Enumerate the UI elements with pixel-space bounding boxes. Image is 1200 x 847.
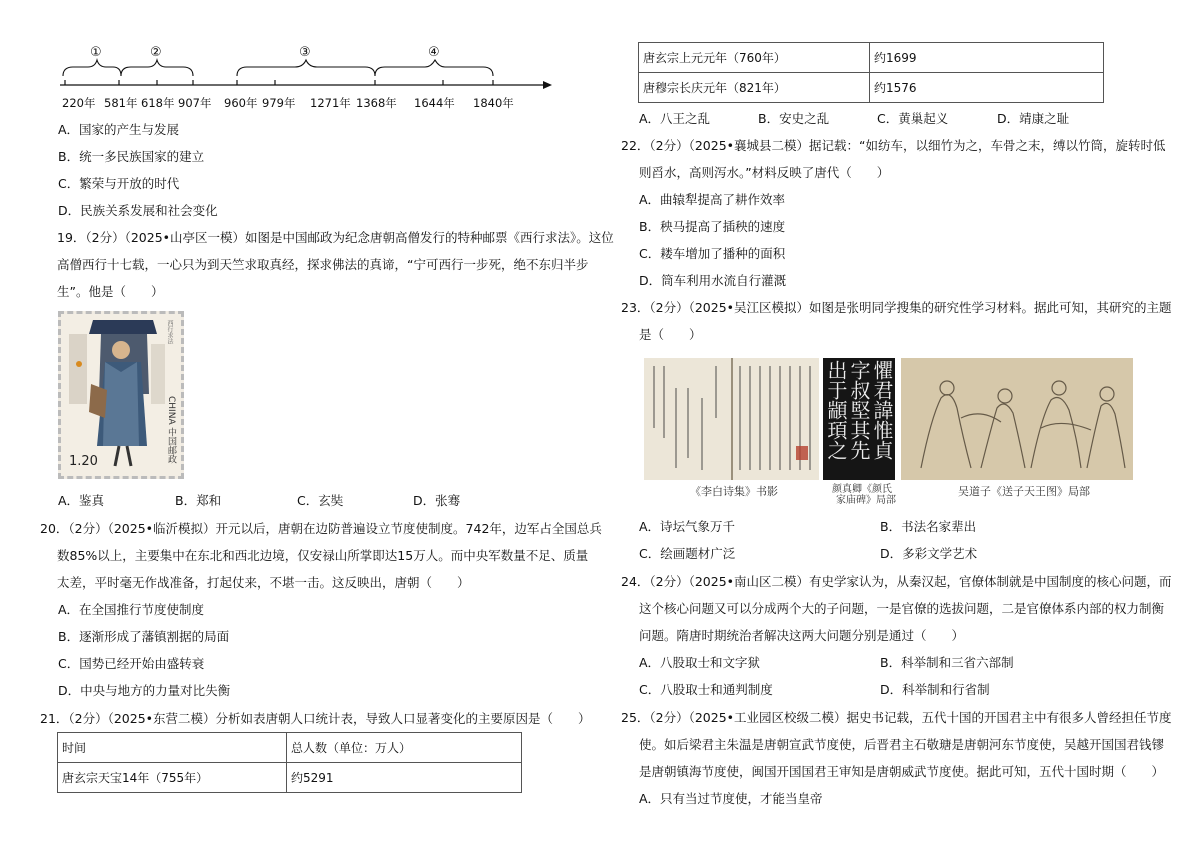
q20-option-d: D．中央与地方的力量对比失衡 (58, 683, 231, 698)
q24-option-d: D．科举制和行省制 (880, 682, 990, 697)
q19-option-d: D．张骞 (413, 493, 461, 508)
q21-option-c: C．黄巢起义 (877, 111, 949, 126)
table-row (58, 733, 522, 763)
q24-stem-line: 这个核心问题又可以分成两个大的子问题，一是官僚的选拔问题，二是官僚体系内部的权力制衡 (639, 601, 1165, 616)
timeline-year: 581年 (104, 96, 138, 110)
timeline-year: 220年 (62, 96, 96, 110)
q18-option-a: A．国家的产生与发展 (58, 122, 180, 137)
calligraphy-column: 懼君諱惟貞 (870, 360, 894, 460)
q20-stem-line: 20．（2分）（2025•临沂模拟）开元以后，唐朝在边防普遍设立节度使制度。742年，边军占全国总兵 (40, 521, 602, 536)
table-cell: 总人数（单位：万人） (287, 733, 522, 763)
q23-option-a: A．诗坛气象万千 (639, 519, 736, 534)
q20-option-a: A．在全国推行节度使制度 (58, 602, 205, 617)
q19-option-a: A．鉴真 (58, 493, 105, 508)
q23-stem-line: 是（ ） (639, 327, 702, 342)
timeline-marker-3: ③ (299, 45, 311, 60)
monk-figure-icon (61, 314, 181, 476)
caption-book: 《李白诗集》书影 (690, 485, 778, 498)
table-row (58, 763, 522, 793)
q21-option-d: D．靖康之耻 (997, 111, 1070, 126)
q18-option-b: B．统一多民族国家的建立 (58, 149, 205, 164)
table-cell: 唐穆宗长庆元年（821年） (639, 73, 870, 103)
calligraphy-image (823, 358, 895, 480)
table-row (639, 73, 1104, 103)
timeline-marker-2: ② (150, 45, 162, 60)
timeline-marker-4: ④ (428, 45, 440, 60)
q21-option-b: B．安史之乱 (758, 111, 830, 126)
q21-stem-line: 21．（2分）（2025•东营二模）分析如表唐朝人口统计表，导致人口显著变化的主要原因是（ ） (40, 711, 591, 726)
q22-option-a: A．曲辕犁提高了耕作效率 (639, 192, 786, 207)
table-cell: 约1699 (870, 43, 1104, 73)
caption-calligraphy-2: 家庙碑》局部 (836, 495, 896, 506)
q19-stem-line: 19．（2分）（2025•山亭区一模）如图是中国邮政为纪念唐朝高僧发行的特种邮票《西行求法》。这位 (57, 230, 614, 245)
q18-option-d: D．民族关系发展和社会变化 (58, 203, 218, 218)
stamp-series-label: 西行求法 (166, 320, 173, 344)
timeline-marker-1: ① (90, 45, 102, 60)
caption-painting: 吴道子《送子天王图》局部 (958, 485, 1090, 498)
q20-option-b: B．逐渐形成了藩镇割据的局面 (58, 629, 230, 644)
q19-option-c: C．玄奘 (297, 493, 344, 508)
q22-stem-line: 则舀水，高则泻水。”材料反映了唐代（ ） (639, 165, 890, 180)
table-cell: 约1576 (870, 73, 1104, 103)
q19-option-b: B．郑和 (175, 493, 222, 508)
timeline-year: 1644年 (414, 96, 455, 110)
q20-stem-line: 太差，平时毫无作战准备，打起仗来，不堪一击。这反映出，唐朝（ ） (57, 575, 470, 590)
q23-option-b: B．书法名家辈出 (880, 519, 977, 534)
stamp-brand: CHINA 中国邮政 (166, 396, 176, 464)
stamp-value: 1.20 (69, 454, 98, 469)
table-cell: 约5291 (287, 763, 522, 793)
timeline-year: 618年 (141, 96, 175, 110)
calligraphy-column: 出于顓頊之 (824, 360, 848, 460)
q24-stem-line: 问题。隋唐时期统治者解决这两大问题分别是通过（ ） (639, 628, 965, 643)
table-row (639, 43, 1104, 73)
q25-stem-line: 25．（2分）（2025•工业园区校级二模）据史书记载，五代十国的开国君主中有很多人曾经担任节度 (621, 710, 1172, 725)
timeline-year: 907年 (178, 96, 212, 110)
timeline-year: 1368年 (356, 96, 397, 110)
li-bai-book-image (644, 358, 819, 480)
q22-option-b: B．秧马提高了插秧的速度 (639, 219, 786, 234)
q23-option-d: D．多彩文学艺术 (880, 546, 978, 561)
q21-option-a: A．八王之乱 (639, 111, 711, 126)
q20-option-c: C．国势已经开始由盛转衰 (58, 656, 205, 671)
q24-option-c: C．八股取士和通判制度 (639, 682, 773, 697)
timeline-year: 1840年 (473, 96, 514, 110)
timeline-year: 1271年 (310, 96, 351, 110)
q24-stem-line: 24．（2分）（2025•南山区二模）有史学家认为，从秦汉起，官僚体制就是中国制度的核心问题，而 (621, 574, 1172, 589)
calligraphy-column: 字叔堅其先 (847, 360, 871, 460)
q23-option-c: C．绘画题材广泛 (639, 546, 736, 561)
q19-stem-line: 生”。他是（ ） (57, 284, 164, 299)
table-cell: 时间 (58, 733, 287, 763)
q22-option-c: C．耧车增加了播种的面积 (639, 246, 786, 261)
q25-stem-line: 是唐朝镇海节度使，闽国开国国君王审知是唐朝威武节度使。据此可知，五代十国时期（ ） (639, 764, 1165, 779)
timeline-year: 979年 (262, 96, 296, 110)
population-table-part1 (57, 732, 522, 793)
q20-stem-line: 数85%以上，主要集中在东北和西北边境，仅安禄山所掌即达15万人。而中央军数量不足、质量 (57, 548, 589, 563)
q24-option-a: A．八股取士和文字狱 (639, 655, 761, 670)
table-cell: 唐玄宗天宝14年（755年） (58, 763, 287, 793)
q25-option-a: A．只有当过节度使，才能当皇帝 (639, 791, 823, 806)
stamp-image (58, 311, 184, 479)
timeline-year: 960年 (224, 96, 258, 110)
q25-stem-line: 使。如后梁君主朱温是唐朝宣武节度使，后晋君主石敬瑭是唐朝河东节度使，吴越开国国君钱镠 (639, 737, 1165, 752)
q22-stem-line: 22．（2分）（2025•襄城县二模）据记载：“如纺车，以细竹为之，车骨之末，缚以竹筒，旋转时低 (621, 138, 1166, 153)
painting-image (901, 358, 1133, 480)
table-cell: 唐玄宗上元元年（760年） (639, 43, 870, 73)
q23-stem-line: 23．（2分）（2025•吴江区模拟）如图是张明同学搜集的研究性学习材料。据此可知，其研究的主题 (621, 300, 1172, 315)
q22-option-d: D．筒车利用水流自行灌溉 (639, 273, 787, 288)
q19-stem-line: 高僧西行十七载，一心只为到天竺求取真经，探求佛法的真谛，“宁可西行一步死，绝不东归半步 (57, 257, 589, 272)
population-table-part2 (638, 42, 1104, 103)
q24-option-b: B．科举制和三省六部制 (880, 655, 1014, 670)
q18-option-c: C．繁荣与开放的时代 (58, 176, 180, 191)
caption-calligraphy-1: 颜真卿《颜氏 (832, 484, 892, 495)
